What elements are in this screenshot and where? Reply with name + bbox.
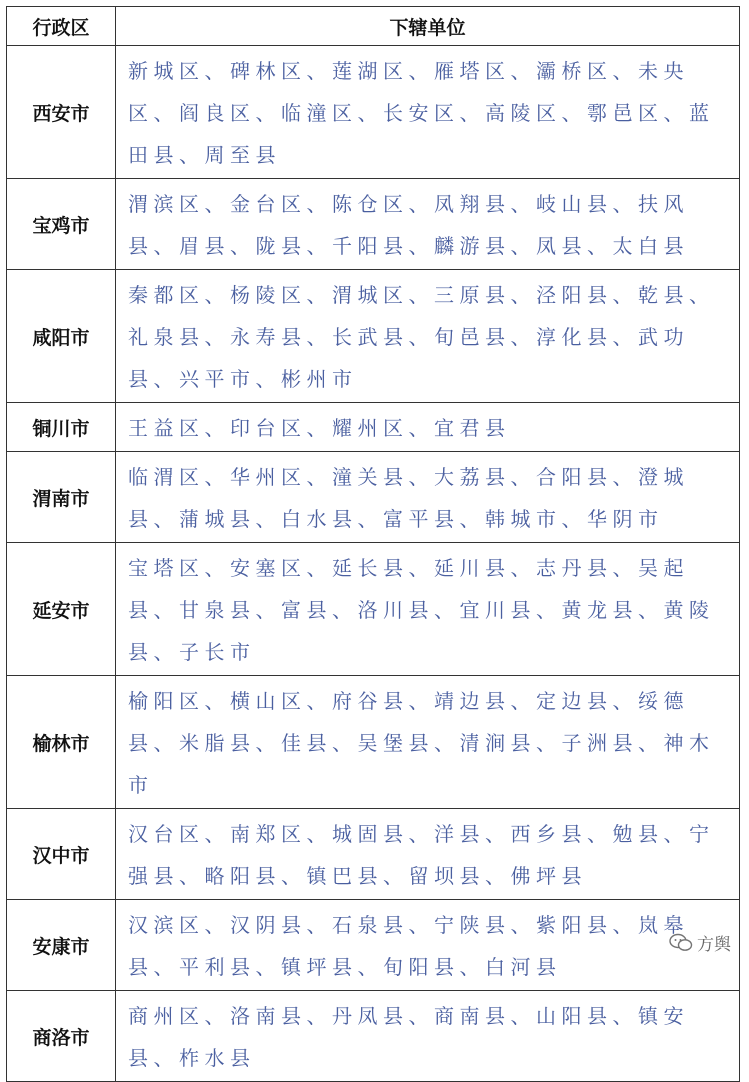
units-cell: 临渭区、华州区、潼关县、大荔县、合阳县、澄城县、蒲城县、白水县、富平县、韩城市、华阴市 [116, 452, 740, 543]
watermark-text: 方舆 [697, 935, 731, 955]
table-row [7, 452, 740, 543]
region-cell: 延安市 [7, 543, 116, 676]
region-cell: 榆林市 [7, 676, 116, 809]
region-cell: 宝鸡市 [7, 179, 116, 270]
region-cell: 渭南市 [7, 452, 116, 543]
table-row [7, 403, 740, 452]
table-row [7, 179, 740, 270]
region-cell: 商洛市 [7, 991, 116, 1082]
header-units: 下辖单位 [116, 7, 740, 46]
units-cell: 秦都区、杨陵区、渭城区、三原县、泾阳县、乾县、礼泉县、永寿县、长武县、旬邑县、淳化县、武功县、兴平市、彬州市 [116, 270, 740, 403]
table-row [7, 543, 740, 676]
header-region: 行政区 [7, 7, 116, 46]
table-row [7, 809, 740, 900]
region-cell: 安康市 [7, 900, 116, 991]
wechat-icon [669, 933, 693, 953]
units-cell: 新城区、碑林区、莲湖区、雁塔区、灞桥区、未央区、阎良区、临潼区、长安区、高陵区、鄠邑区、蓝田县、周至县 [116, 46, 740, 179]
units-cell: 汉台区、南郑区、城固县、洋县、西乡县、勉县、宁强县、略阳县、镇巴县、留坝县、佛坪县 [116, 809, 740, 900]
units-cell: 宝塔区、安塞区、延长县、延川县、志丹县、吴起县、甘泉县、富县、洛川县、宜川县、黄龙县、黄陵县、子长市 [116, 543, 740, 676]
units-cell: 王益区、印台区、耀州区、宜君县 [116, 403, 740, 452]
admin-division-table [6, 6, 740, 1082]
region-cell: 汉中市 [7, 809, 116, 900]
region-cell: 咸阳市 [7, 270, 116, 403]
units-cell: 榆阳区、横山区、府谷县、靖边县、定边县、绥德县、米脂县、佳县、吴堡县、清涧县、子洲县、神木市 [116, 676, 740, 809]
units-cell: 渭滨区、金台区、陈仓区、凤翔县、岐山县、扶风县、眉县、陇县、千阳县、麟游县、凤县、太白县 [116, 179, 740, 270]
units-cell: 商州区、洛南县、丹凤县、商南县、山阳县、镇安县、柞水县 [116, 991, 740, 1082]
units-cell: 汉滨区、汉阴县、石泉县、宁陕县、紫阳县、岚皋县、平利县、镇坪县、旬阳县、白河县 [116, 900, 740, 991]
table-row [7, 46, 740, 179]
table-row [7, 270, 740, 403]
table-row [7, 991, 740, 1082]
region-cell: 西安市 [7, 46, 116, 179]
table-row [7, 676, 740, 809]
header-row [7, 7, 740, 46]
watermark [669, 930, 731, 955]
region-cell: 铜川市 [7, 403, 116, 452]
table-row [7, 900, 740, 991]
